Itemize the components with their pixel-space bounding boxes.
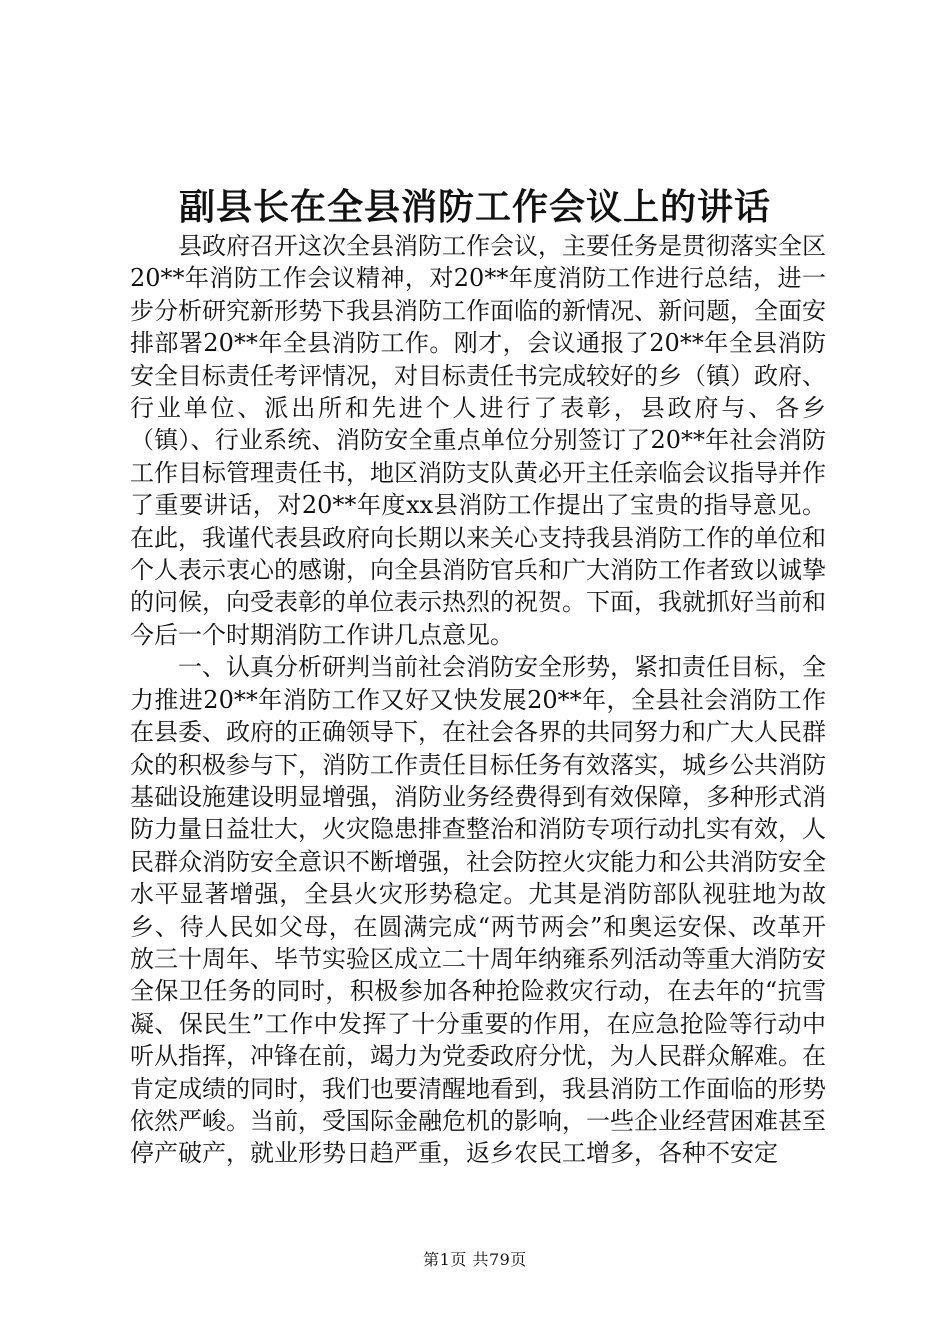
paragraph-section-one: 一、认真分析研判当前社会消防安全形势，紧扣责任目标，全力推进20**年消防工作又好又快发展20**年，全县社会消防工作在县委、政府的正确领导下，在社会各界的共同努力和广大人民群众的积极参与下，消防工作责任目标任务有效落实，城乡公共消防基础设施建设明显增强，消防业务经费得到有效保障，多种形式消防力量日益壮大，火灾隐患排查整治和消防专项行动扎实有效，人民群众消防安全意识不断增强，社会防控火灾能力和公共消防安全水平显著增强，全县火灾形势稳定。尤其是消防部队视驻地为故乡、待人民如父母，在圆满完成“两节两会”和奥运安保、改革开放三十周年、毕节实验区成立二十周年纳雍系列活动等重大消防安全保卫任务的同时，积极参加各种抢险救灾行动，在去年的“抗雪凝、保民生”工作中发挥了十分重要的作用，在应急抢险等行动中听从指挥，冲锋在前，竭力为党委政府分忧，为人民群众解难。在肯定成绩的同时，我们也要清醒地看到，我县消防工作面临的形势依然严峻。当前，受国际金融危机的影响，一些企业经营困难甚至停产破产，就业形势日趋严重，返乡农民工增多，各种不安定 bbox=[130, 653, 826, 1168]
document-body bbox=[130, 230, 826, 1170]
page-number-footer: 第1页 共79页 bbox=[423, 1250, 527, 1269]
paragraph-intro: 县政府召开这次全县消防工作会议，主要任务是贯彻落实全区20**年消防工作会议精神，对20**年度消防工作进行总结，进一步分析研究新形势下我县消防工作面临的新情况、新问题，全面安排部署20**年全县消防工作。刚才，会议通报了20**年全县消防安全目标责任考评情况，对目标责任书完成较好的乡（镇）政府、行业单位、派出所和先进个人进行了表彰，县政府与、各乡（镇）、行业系统、消防安全重点单位分别签订了20**年社会消防工作目标管理责任书，地区消防支队黄必开主任亲临会议指导并作了重要讲话，对20**年度xx县消防工作提出了宝贵的指导意见。在此，我谨代表县政府向长期以来关心支持我县消防工作的单位和个人表示衷心的感谢，向全县消防官兵和广大消防工作者致以诚挚的问候，向受表彰的单位表示热烈的祝贺。下面，我就抓好当前和今后一个时期消防工作讲几点意见。 bbox=[130, 232, 826, 649]
document-title: 副县长在全县消防工作会议上的讲话 bbox=[178, 186, 771, 228]
